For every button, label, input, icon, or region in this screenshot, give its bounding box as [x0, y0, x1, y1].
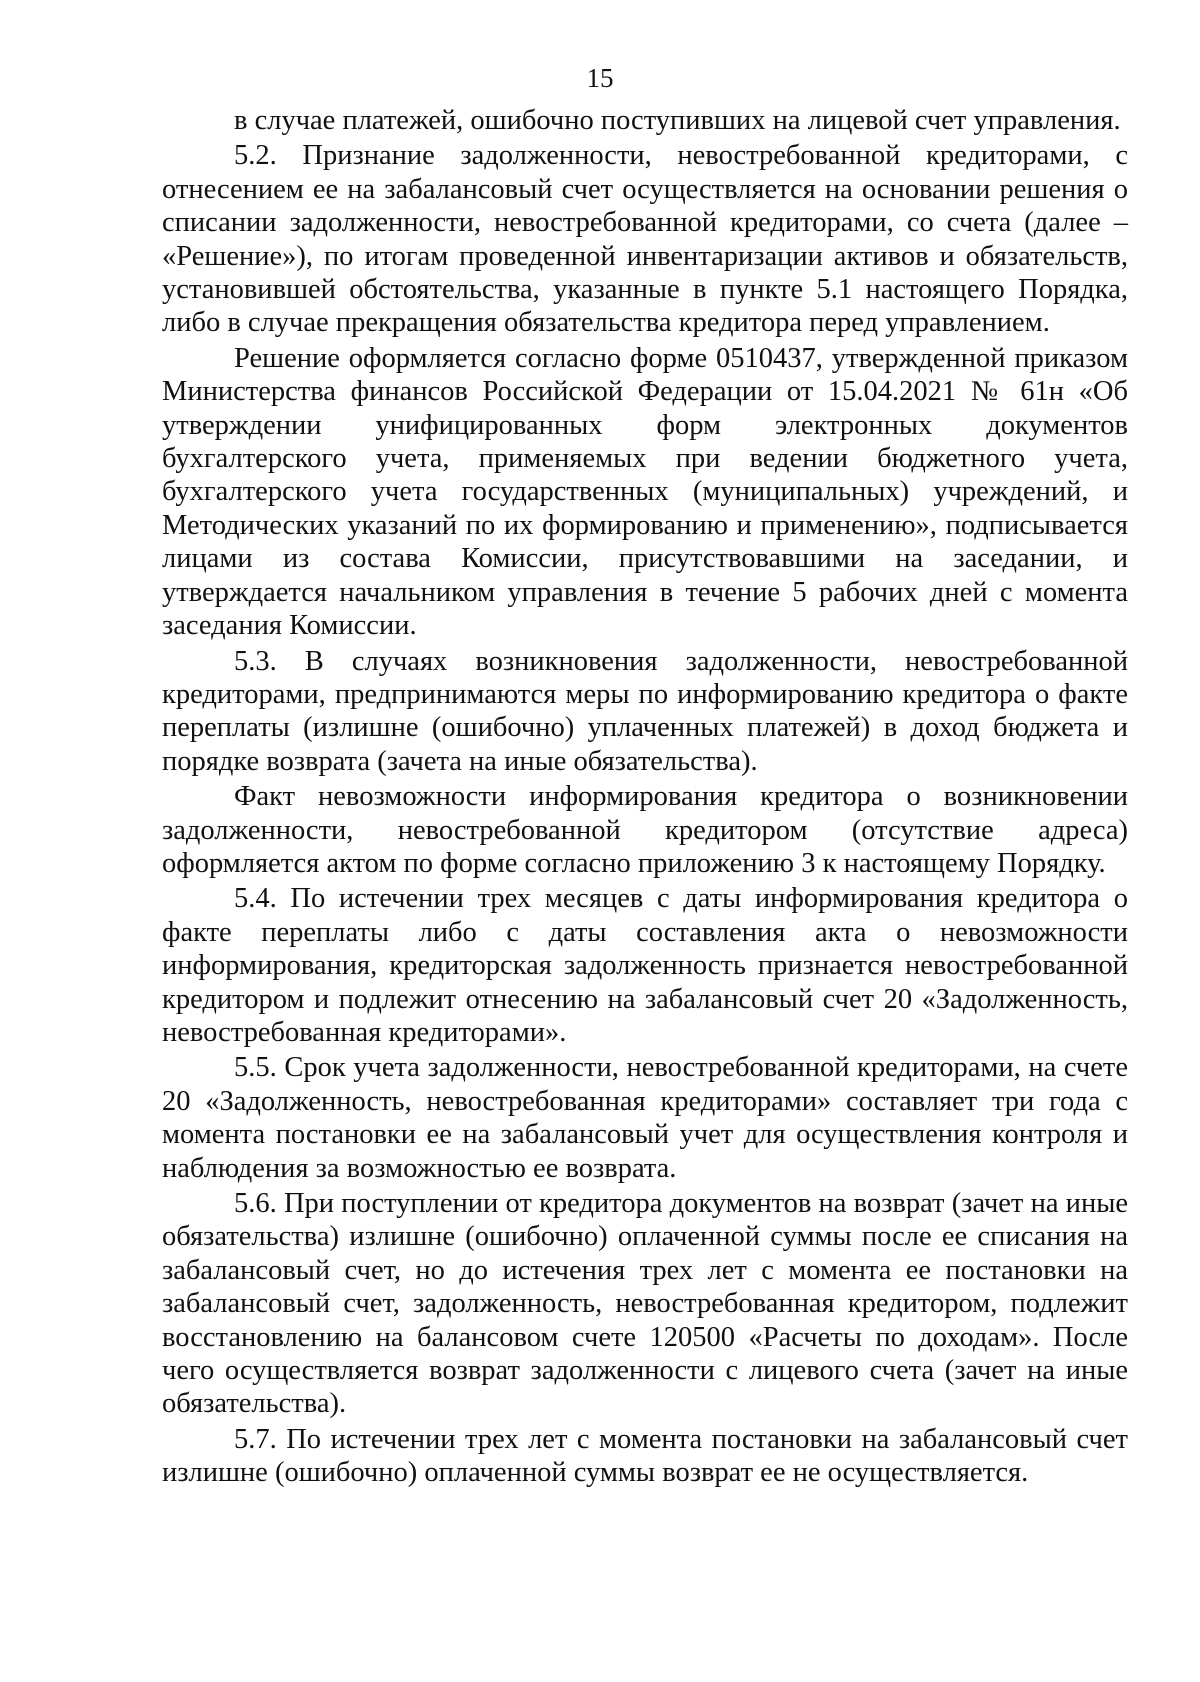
paragraph-5-6: 5.6. При поступлении от кредитора документов на возврат (зачет на иные обязательства) излишне (ошибочно) оплаченной суммы после ее списания на забалансовый счет, но до истечения трех лет с момента ее постановки на забалансовый счет, задолженность, невостребованная кредитором, подлежит восстановлению на балансовом счете 120500 «Расчеты по доходам». После чего осуществляется возврат задолженности с лицевого счета (зачет на иные обязательства).	[162, 1188, 1128, 1420]
paragraph-5-7: 5.7. По истечении трех лет с момента постановки на забалансовый счет излишне (ошибочно) оплаченной суммы возврат ее не осуществляется.	[162, 1423, 1128, 1489]
paragraph-impossibility-act: Факт невозможности информирования кредитора о возникновении задолженности, невостребованной кредитором (отсутствие адреса) оформляется актом по форме согласно приложению 3 к настоящему Порядку.	[162, 781, 1128, 879]
paragraph-5-2: 5.2. Признание задолженности, невостребованной кредиторами, с отнесением ее на забалансовый счет осуществляется на основании решения о списании задолженности, невостребованной кредиторами, со счета (далее – «Решение»), по итогам проведенной инвентаризации активов и обязательств, установившей обстоятельства, указанные в пункте 5.1 настоящего Порядка, либо в случае прекращения обязательства кредитора перед управлением.	[162, 140, 1128, 339]
document-body	[162, 104, 1128, 1492]
paragraph-decision-form: Решение оформляется согласно форме 0510437, утвержденной приказом Министерства финансов Российской Федерации от 15.04.2021 № 61н «Об утверждении унифицированных форм электронных документов бухгалтерского учета, применяемых при ведении бюджетного учета, бухгалтерского учета государственных (муниципальных) учреждений, и Методических указаний по их формированию и применению», подписывается лицами из состава Комиссии, присутствовавшими на заседании, и утверждается начальником управления в течение 5 рабочих дней с момента заседания Комиссии.	[162, 342, 1128, 642]
paragraph-5-5: 5.5. Срок учета задолженности, невостребованной кредиторами, на счете 20 «Задолженность, невостребованная кредиторами» составляет три года с момента постановки ее на забалансовый учет для осуществления контроля и наблюдения за возможностью ее возврата.	[162, 1052, 1128, 1184]
paragraph-5-4: 5.4. По истечении трех месяцев с даты информирования кредитора о факте переплаты либо с даты составления акта о невозможности информирования, кредиторская задолженность признается невостребованной кредитором и подлежит отнесению на забалансовый счет 20 «Задолженность, невостребованная кредиторами».	[162, 883, 1128, 1048]
paragraph-5-3: 5.3. В случаях возникновения задолженности, невостребованной кредиторами, предпринимаются меры по информированию кредитора о факте переплаты (излишне (ошибочно) уплаченных платежей) в доход бюджета и порядке возврата (зачета на иные обязательства).	[162, 645, 1128, 777]
paragraph-continuation: в случае платежей, ошибочно поступивших на лицевой счет управления.	[234, 105, 1121, 136]
page-number: 15	[586, 63, 614, 93]
